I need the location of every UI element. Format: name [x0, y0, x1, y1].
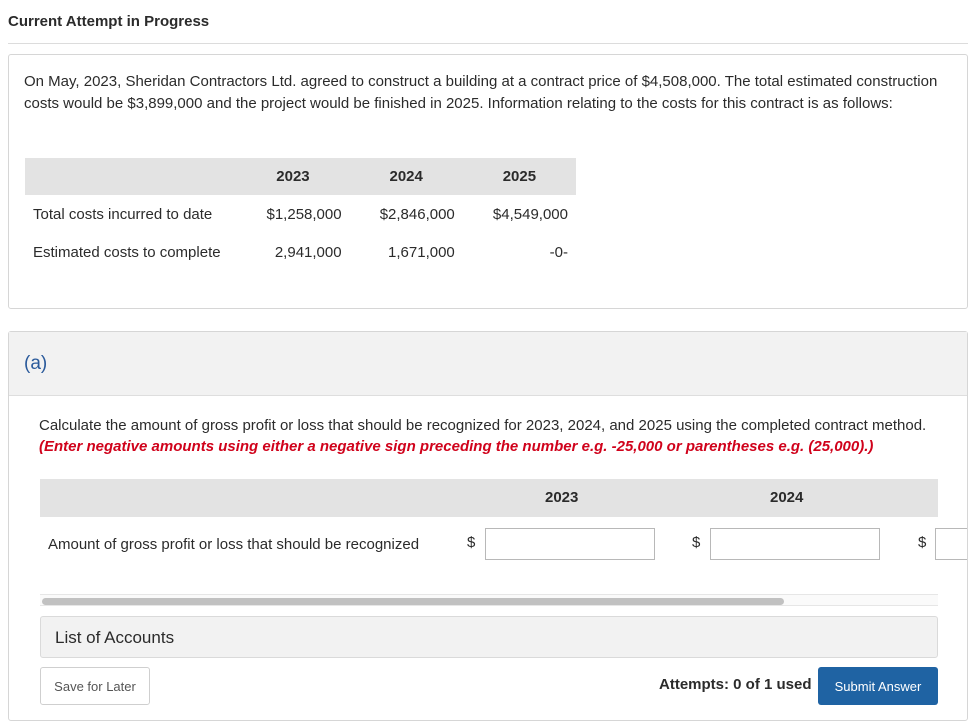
instructions-note: (Enter negative amounts using either a negative sign preceding the number e.g. -25,000 or parentheses e.g. (25,000).) [39, 438, 874, 455]
part-a-header [9, 332, 967, 396]
table-cell: $1,258,000 [266, 205, 342, 223]
gross-profit-2025-input[interactable] [935, 528, 967, 560]
table-row [25, 195, 576, 233]
problem-text: On May, 2023, Sheridan Contractors Ltd. agreed to construct a building at a contract price of $4,508,000. The total estimated construction costs would be $3,899,000 and the project would be finished in 2025. Information relating to the costs for this contract is as follows: [24, 73, 938, 112]
table-cell: $4,549,000 [492, 205, 568, 223]
part-a-card [8, 331, 968, 721]
gross-profit-2024-input[interactable] [710, 528, 880, 560]
table-row [25, 233, 576, 271]
list-of-accounts-button[interactable] [40, 616, 938, 658]
table-corner [25, 158, 236, 195]
problem-card [8, 54, 968, 309]
dollar-sign: $ [692, 534, 701, 551]
answer-col-2023: 2023 [545, 489, 579, 506]
gross-profit-2023-input[interactable] [485, 528, 655, 560]
horizontal-scrollbar[interactable] [40, 594, 938, 606]
instructions-text: Calculate the amount of gross profit or loss that should be recognized for 2023, 2024, and 2025 using the completed contract method. [39, 417, 927, 434]
cost-table [25, 158, 576, 271]
answer-table-header [40, 479, 938, 517]
answer-col-2024: 2024 [770, 489, 804, 506]
part-label: (a) [24, 353, 48, 374]
submit-answer-button[interactable]: Submit Answer [818, 667, 938, 705]
answer-row-label: Amount of gross profit or loss that should be recognized [48, 536, 420, 553]
instructions [39, 415, 929, 457]
table-cell: $2,846,000 [379, 205, 455, 223]
attempts-counter: Attempts: 0 of 1 used [659, 676, 812, 693]
col-header-2023: 2023 [236, 158, 349, 195]
cost-table-header [25, 158, 576, 195]
col-header-2024: 2024 [350, 158, 463, 195]
table-cell: 1,671,000 [388, 243, 455, 261]
col-header-2025: 2025 [463, 158, 576, 195]
page-title: Current Attempt in Progress [8, 13, 210, 30]
dollar-sign: $ [918, 534, 927, 551]
list-of-accounts-label: List of Accounts [55, 628, 175, 647]
scrollbar-thumb[interactable] [42, 598, 784, 605]
dollar-sign: $ [467, 534, 476, 551]
divider [8, 43, 968, 44]
save-for-later-button[interactable]: Save for Later [40, 667, 150, 705]
row-label: Estimated costs to complete [33, 243, 221, 261]
table-cell: -0- [549, 243, 568, 261]
table-cell: 2,941,000 [274, 243, 342, 261]
row-label: Total costs incurred to date [33, 205, 213, 223]
